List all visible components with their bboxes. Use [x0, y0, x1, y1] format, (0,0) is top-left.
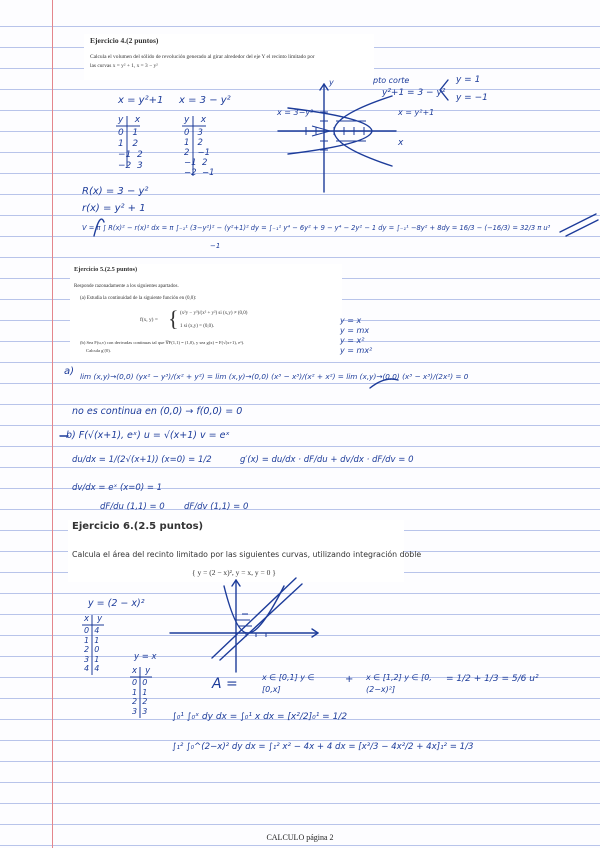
ex5-path-0: y = x: [340, 316, 362, 325]
ex4-lower-limit: −1: [210, 242, 221, 250]
ex6-t1-r0-y: 4: [94, 626, 100, 635]
ex6-A: A =: [212, 676, 238, 692]
ex6-t1-r4-y: 4: [94, 664, 100, 673]
ex4-t1-r2-y: −1: [118, 150, 132, 160]
ex6-t2-h-x: x: [132, 666, 138, 676]
ex4-t1-r1-x: 2: [132, 139, 139, 149]
ex5-f-case1: (x²y − y³)/(x² + y²) si (x,y) ≠ (0,0): [180, 311, 248, 316]
page-footer: CALCULO página 2: [266, 833, 334, 842]
ex6-eq2: y = x: [134, 652, 157, 662]
ex5-b-text: (b) Sea F(u,v) con derivadas continuas tal que ∇F(1,1) = (1,0), y sea g(x) = F(√(x+1), eˣ).: [80, 340, 245, 345]
ex4-label-right: x = y²+1: [398, 108, 435, 117]
ex4-t2-h-x: x: [200, 115, 207, 125]
ex4-integral-marks: [94, 214, 598, 236]
ex4-t2-r3-x: 2: [201, 158, 208, 168]
ex5-f-label: f(x, y) =: [140, 317, 158, 323]
ex4-t2-h-y: y: [184, 115, 190, 125]
ex4-t2-r1-x: 2: [197, 138, 203, 148]
ex4-axis-y: y: [329, 78, 334, 87]
ex6-region1: x ∈ [0,1] y ∈ [0,x]: [262, 673, 315, 694]
ex4-t1-r0-y: 0: [118, 128, 124, 138]
ex4-t2-r3-y: −1: [184, 158, 197, 168]
ex5-b-line: b) F(√(x+1), eˣ) u = √(x+1) v = eˣ: [66, 430, 230, 441]
ex4-axis-x: x: [398, 138, 404, 148]
ex6-table-lines: [82, 615, 152, 718]
ex4-t1-r2-x: 2: [137, 150, 143, 160]
ex4-t2-r1-y: 1: [184, 138, 190, 148]
ex4-statement-2: las curvas x = y² + 1, x = 3 − y²: [90, 63, 158, 69]
ex4-t2-r2-y: 2: [184, 148, 190, 158]
ex6-t2-r1-x: 1: [132, 687, 138, 697]
ex6-statement: Calcula el área del recinto limitado por las siguientes curvas, utilizando integración doble: [72, 550, 422, 559]
ex6-region2: x ∈ [1,2] y ∈ [0,(2−x)²]: [366, 673, 432, 694]
ex6-t1-r3-x: 3: [84, 654, 90, 664]
ex4-table-lines: [116, 116, 206, 176]
ex5-dFdu: dF/du (1,1) = 0: [100, 502, 165, 512]
ex6-eq: y = (2 − x)²: [88, 598, 145, 609]
ex6-t1-r0-x: 0: [84, 626, 90, 635]
ex4-t1-h-y: y: [118, 115, 124, 125]
ex5-title: Ejercicio 5.(2.5 puntos): [74, 266, 138, 273]
ex4-volume: V = π ∫ R(x)² − r(x)² dx = π ∫₋₁¹ (3−y²)² − (y²+1)² dy = ∫₋₁¹ y⁴ − 6y² + 9 − y⁴ − 2y² − 1 dy = ∫₋₁¹ −8y² + 8dy = 16/3 − (−16/3) = 32/3 π u³: [82, 224, 551, 232]
ex4-t1-h-x: x: [134, 115, 141, 125]
ex5-marks: [60, 379, 398, 436]
ex6-title: Ejercicio 6.(2.5 puntos): [72, 521, 204, 532]
ex5-path-2: y = x²: [340, 336, 365, 345]
ex6-t1-r3-y: 1: [94, 654, 100, 664]
ex6-t1-r4-x: 4: [84, 664, 90, 673]
ex4-graph: [278, 84, 396, 192]
ex5-f-brace: {: [168, 306, 179, 331]
ex4-title: Ejercicio 4.(2 puntos): [90, 36, 159, 45]
ex5-path-3: y = mx²: [340, 346, 373, 355]
ex6-t1-r1-x: 1: [84, 635, 90, 645]
ex4-t2-r4-x: −1: [201, 168, 215, 178]
ex6-graph: [170, 578, 318, 672]
ex4-t2-r0-y: 0: [184, 128, 190, 138]
ex4-eq2: x = 3 − y²: [179, 95, 231, 106]
ex5-du: du/dx = 1/(2√(x+1)) (x=0) = 1/2: [72, 455, 212, 465]
ex5-path-1: y = mx: [340, 326, 370, 335]
ex4-statement-1: Calcula el volumen del sólido de revolución generado al girar alrededor del eje Y el recinto limitado por: [90, 54, 315, 60]
ex6-t1-r2-x: 2: [84, 645, 90, 654]
ex4-t2-r0-x: 3: [197, 128, 203, 138]
ex6-line-yx-2: [220, 584, 302, 660]
ex5-intro: Responde razonadamente a los siguientes apartados.: [74, 284, 179, 289]
ex5-dv: dv/dx = eˣ (x=0) = 1: [72, 483, 163, 493]
ex5-gprime: g′(x) = du/dx · dF/du + dv/dx · dF/dv = 0: [240, 455, 414, 465]
ex6-t2-r3-x: 3: [132, 706, 138, 716]
ex4-R: R(x) = 3 − y²: [82, 186, 149, 197]
ex6-t1-h-x: x: [84, 614, 90, 624]
ex6-t2-h-y: y: [145, 666, 151, 676]
ex6-t2-r2-x: 2: [132, 697, 138, 706]
ex4-t1-r3-y: −2: [118, 161, 132, 171]
ex6-t1-r2-y: 0: [94, 645, 100, 654]
ex4-r: r(x) = y² + 1: [82, 203, 146, 214]
ex6-t2-r1-y: 1: [142, 687, 148, 697]
ex5-f-case2: 1 si (x,y) = (0,0).: [180, 324, 215, 329]
ex5-a-text: (a) Estudia la continuidad de la siguiente función en (0,0):: [80, 296, 197, 301]
ex6-area-result: = 1/2 + 1/3 = 5/6 u²: [446, 674, 539, 684]
ex6-t2-r0-y: 0: [142, 678, 148, 687]
ex6-int1: ∫₀¹ ∫₀ˣ dy dx = ∫₀¹ x dx = [x²/2]₀¹ = 1/2: [172, 712, 348, 722]
ex4-label-left: x = 3−y²: [277, 108, 314, 117]
ex4-t2-r2-x: −1: [197, 148, 211, 158]
ex6-curves: { y = (2 − x)², y = x, y = 0 }: [192, 568, 276, 577]
ex4-cut-title: pto corte: [373, 76, 410, 85]
ex6-t1-h-y: y: [97, 614, 103, 624]
ex5-a-label: a): [64, 366, 75, 377]
ex6-int2: ∫₁² ∫₀^(2−x)² dy dx = ∫₁² x² − 4x + 4 dx = [x³/3 − 4x²/2 + 4x]₁² = 1/3: [172, 742, 474, 752]
ex5-a-conclusion: no es continua en (0,0) → f(0,0) = 0: [72, 406, 243, 417]
ex4-t1-r1-y: 1: [118, 139, 124, 149]
ex4-cut-y1: y = 1: [456, 75, 481, 85]
ex4-cut-y2: y = −1: [456, 93, 488, 103]
ex6-t2-r0-x: 0: [132, 678, 138, 687]
ex4-cut-eq: y²+1 = 3 − y²: [382, 88, 446, 98]
ex6-t1-r1-y: 1: [94, 635, 100, 645]
ex6-t2-r3-y: 3: [142, 706, 148, 716]
ex4-t2-r4-y: −2: [184, 168, 197, 178]
ex4-t1-r0-x: 1: [132, 128, 139, 138]
ex5-b-text2: Calcula g′(0).: [86, 348, 111, 353]
ex6-plus: +: [345, 674, 354, 685]
ex4-cut-bracket: [440, 80, 448, 100]
ex6-t2-r2-y: 2: [142, 697, 148, 706]
ex5-dFdv: dF/dv (1,1) = 0: [184, 502, 249, 512]
ex4-t1-r3-x: 3: [137, 161, 143, 171]
ex4-eq1: x = y²+1: [118, 95, 164, 106]
ex5-a-limit: lim (x,y)→(0,0) (yx² − y³)/(x² + y²) = lim (x,y)→(0,0) (x³ − x³)/(x² + x²) = lim (x,y)→(0,0) (x³ − x³)/(2x²) = 0: [80, 372, 469, 381]
